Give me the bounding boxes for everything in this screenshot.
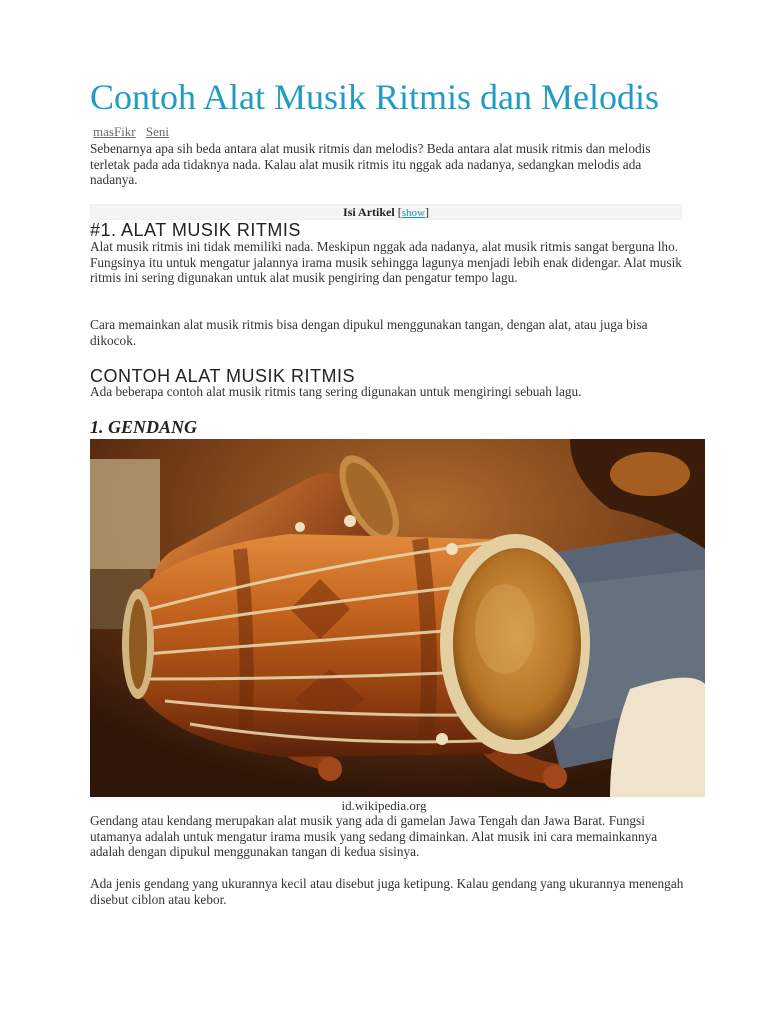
gendang-paragraph-1: Gendang atau kendang merupakan alat musik yang ada di gamelan Jawa Tengah dan Jawa Barat. Fungsi utamanya adalah untuk mengatur irama musik yang sedang dimainkan. Alat musik ini cara memainkannya adalah dengan dipukul menggunakan tangan di kedua sisinya. <box>90 813 658 860</box>
toc-label: Isi Artikel <box>343 205 395 219</box>
article-meta <box>93 124 176 140</box>
gendang-image <box>90 439 705 797</box>
item-heading-gendang: 1. GENDANG <box>90 417 198 437</box>
author-link[interactable]: masFikr <box>93 124 136 139</box>
gendang-drum-illustration <box>90 439 705 797</box>
toc-show-link[interactable]: show <box>401 207 425 219</box>
intro-paragraph: Sebenarnya apa sih beda antara alat musik ritmis dan melodis? Beda antara alat musik ritmis dan melodis terletak pada ada tidaknya nada. Kalau alat musik ritmis itu nggak ada nadanya, sedangkan melodis ada nadanya. <box>90 141 651 188</box>
toc-bracket-close: ] <box>424 205 429 219</box>
section-heading-contoh: CONTOH ALAT MUSIK RITMIS <box>90 366 356 386</box>
section2-paragraph: Ada beberapa contoh alat musik ritmis tang sering digunakan untuk mengiringi sebuah lagu. <box>90 384 582 399</box>
table-of-contents <box>90 204 682 220</box>
category-link[interactable]: Seni <box>145 124 169 139</box>
section1-paragraph-1: Alat musik ritmis ini tidak memiliki nada. Meskipun nggak ada nadanya, alat musik ritmis sangat berguna lho. Fungsinya itu untuk mengatur jalannya irama musik sehingga lagunya menjadi lebih enak didengar. Alat musik ritmis ini sering digunakan untuk alat musik pengiring dan pengatur tempo lagu. <box>90 239 682 286</box>
article-title: Contoh Alat Musik Ritmis dan Melodis <box>90 77 660 117</box>
section1-paragraph-2: Cara memainkan alat musik ritmis bisa dengan dipukul menggunakan tangan, dengan alat, atau juga bisa dikocok. <box>90 317 648 348</box>
gendang-paragraph-2: Ada jenis gendang yang ukurannya kecil atau disebut juga ketipung. Kalau gendang yang ukurannya menengah disebut ciblon atau kebor. <box>90 876 684 907</box>
toc-bracket-open: [ <box>397 205 402 219</box>
image-caption: id.wikipedia.org <box>341 798 427 813</box>
section-heading-ritmis: #1. ALAT MUSIK RITMIS <box>90 220 301 240</box>
